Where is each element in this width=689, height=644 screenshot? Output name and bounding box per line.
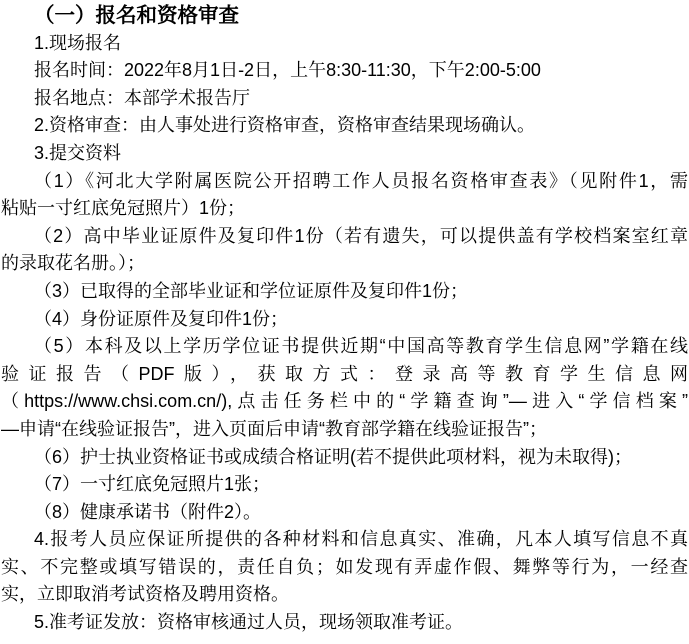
material-3: （3）已取得的全部毕业证和学位证原件及复印件1份； bbox=[34, 280, 469, 301]
item-4-declaration-line-1: 4.报考人员应保证所提供的各种材料和信息真实、准确，凡本人填写信息不真 bbox=[34, 529, 688, 550]
registration-time: 报名时间：2022年8月1日-2日，上午8:30-11:30，下午2:00-5:00 bbox=[34, 60, 541, 81]
material-2-line-2: 的录取花名册。）； bbox=[1, 253, 145, 274]
material-4: （4）身份证原件及复印件1份； bbox=[34, 308, 289, 329]
material-2-line-1: （2）高中毕业证原件及复印件1份（若有遗失，可以提供盖有学校档案室红章 bbox=[34, 225, 688, 246]
item-2-qualification-review: 2.资格审查：由人事处进行资格审查，资格审查结果现场确认。 bbox=[34, 115, 536, 136]
item-4-declaration-line-3: 实，立即取消考试资格及聘用资格。 bbox=[1, 584, 289, 605]
item-1-onsite-registration: 1.现场报名 bbox=[34, 32, 122, 53]
section-heading: （一）报名和资格审查 bbox=[34, 4, 239, 27]
item-5-admission-ticket: 5.准考证发放：资格审核通过人员，现场领取准考证。 bbox=[34, 612, 464, 633]
material-5-line-2: 验证报告（PDF版），获取方式：登录高等教育学生信息网 bbox=[1, 363, 688, 384]
item-3-submit-materials: 3.提交资料 bbox=[34, 142, 122, 163]
material-8: （8）健康承诺书（附件2）。 bbox=[34, 501, 262, 522]
material-5-line-3: （https://www.chsi.com.cn/),点击任务栏中的“学籍查询”—进入“学信档案” bbox=[1, 391, 688, 412]
material-6: （6）护士执业资格证书或成绩合格证明(若不提供此项材料，视为未取得)； bbox=[34, 446, 632, 467]
material-5-line-1: （5）本科及以上学历学位证书提供近期“中国高等教育学生信息网”学籍在线 bbox=[34, 336, 688, 357]
material-5-line-4: —申请“在线验证报告”，进入页面后申请“教育部学籍在线验证报告”； bbox=[1, 418, 547, 439]
material-7: （7）一寸红底免冠照片1张； bbox=[34, 474, 271, 495]
material-1-line-1: （1）《河北大学附属医院公开招聘工作人员报名资格审查表》（见附件1，需 bbox=[34, 170, 688, 191]
document-body bbox=[0, 2, 689, 637]
material-1-line-2: 粘贴一寸红底免冠照片）1份； bbox=[1, 198, 246, 219]
item-4-declaration-line-2: 实、不完整或填写错误的，责任自负；如发现有弄虚作假、舞弊等行为，一经查 bbox=[1, 556, 688, 577]
registration-place: 报名地点：本部学术报告厅 bbox=[34, 87, 250, 108]
